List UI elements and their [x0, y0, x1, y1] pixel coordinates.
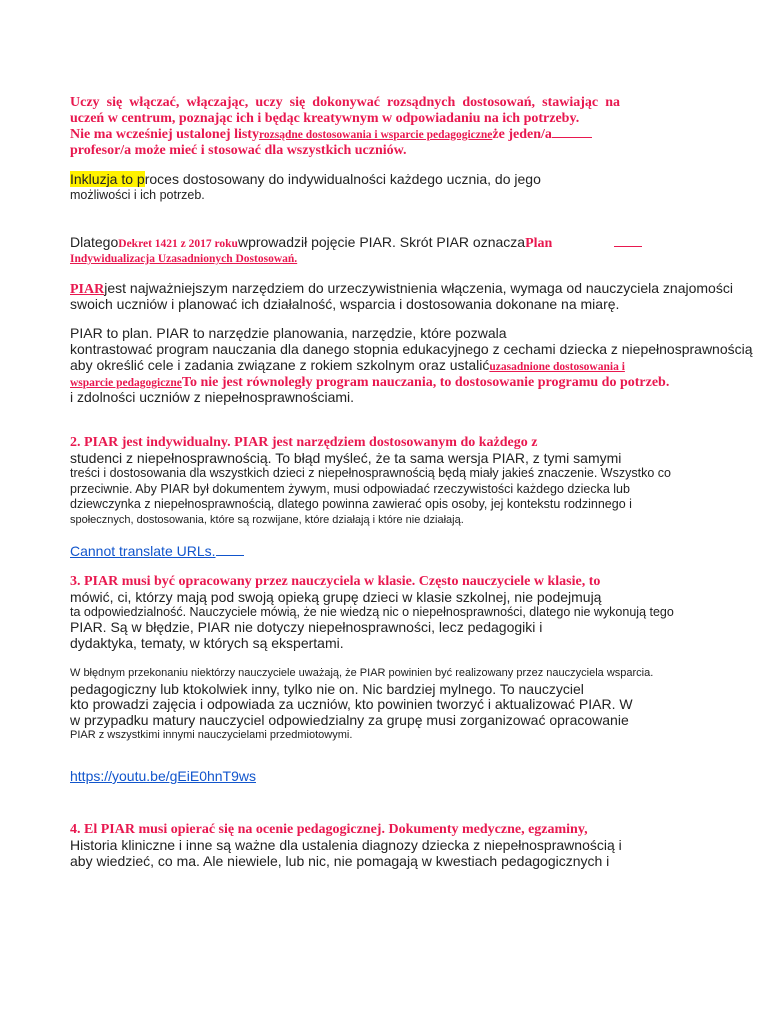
belief-line-3: kto prowadzi zajęcia i odpowiada za uczniów, kto powinien tworzyć i aktualizować PIAR. W [70, 696, 633, 712]
point3-line-2: ta odpowiedzialność. Nauczyciele mówią, że nie wiedzą nic o niepełnosprawności, dlatego nie wykonują tego [70, 605, 674, 619]
belief-line-5: PIAR z wszystkimi innymi nauczycielami przedmiotowymi. [70, 729, 353, 741]
link-cannot-translate[interactable] [70, 543, 244, 560]
decree-plan: Plan [525, 236, 553, 251]
inclusion-line-1-rest: roces dostosowany do indywidualności każdego ucznia, do jego [144, 171, 541, 187]
piar-def-line-2: swoich uczniów i planować ich działalność, wsparcia i dostosowania dokonane na miarę. [70, 296, 620, 312]
belief-line-4: w przypadku matury nauczyciel odpowiedzialny za grupę musi zorganizować opracowanie [70, 712, 629, 728]
point2-line-2: treści i dostosowania dla wszystkich dzieci z niepełnosprawnością będą miały jakieś znaczenie. Wszystko co [70, 466, 671, 480]
plan-line-3b: uzasadnione dostosowania i [489, 361, 625, 373]
intro-line-2: uczeń w centrum, poznając ich i będąc kreatywnym w odpowiadaniu na ich potrzeby. [70, 111, 580, 126]
plan-line-5: i zdolności uczniów z niepełnosprawnościami. [70, 389, 355, 405]
intro-line-3b: rozsądne dostosowania i wsparcie pedagogiczne [258, 129, 493, 141]
inclusion-line-2: możliwości i ich potrzeb. [70, 188, 205, 202]
plan-line-1: PIAR to plan. PIAR to narzędzie planowania, narzędzie, które pozwala [70, 325, 507, 341]
link-cannot-translate-text[interactable]: Cannot translate URLs. [70, 543, 216, 559]
intro-line-1-text: Uczy się włączać, włączając, uczy się dokonywać rozsądnych dostosowań, stawiając na [70, 95, 620, 110]
point2-line-5: społecznych, dostosowania, które są rozwijane, które działają i które nie działają. [70, 514, 464, 526]
plan-line-4b: To nie jest równoległy program nauczania, to dostosowanie programu do potrzeb. [181, 375, 670, 390]
plan-line-2: kontrastować program nauczania dla danego stopnia edukacyjnego z cechami dziecka z niepełnosprawnością [70, 341, 753, 357]
point3-line-4: dydaktyka, tematy, w których są ekspertami. [70, 635, 344, 651]
intro-line-3c: że jeden/a [492, 127, 552, 142]
inclusion-line-1 [70, 171, 541, 188]
decree-line-2: Indywidualizacja Uzasadnionych Dostosowań. [70, 253, 298, 265]
belief-line-1: W błędnym przekonaniu niektórzy nauczyciele uważają, że PIAR powinien być realizowany przez nauczyciela wsparcia. [70, 667, 654, 679]
intro-line-4: profesor/a może mieć i stosować dla wszystkich uczniów. [70, 143, 407, 158]
point3-line-1: mówić, ci, którzy mają pod swoją opieką grupę dzieci w klasie szkolnej, nie podejmują [70, 589, 602, 605]
point3-line-3: PIAR. Są w błędzie, PIAR nie dotyczy niepełnosprawności, lecz pedagogiki i [70, 619, 543, 635]
youtube-link[interactable] [70, 768, 256, 785]
decree-middle: wprowadził pojęcie PIAR. Skrót PIAR oznacza [237, 234, 526, 250]
blank-underline [614, 235, 642, 247]
point4-heading: 4. El PIAR musi opierać się na ocenie pedagogicznej. Dokumenty medyczne, egzaminy, [70, 822, 588, 837]
point2-heading: 2. PIAR jest indywidualny. PIAR jest narzędziem dostosowanym do każdego z [70, 435, 538, 450]
point4-line-1: Historia kliniczne i inne są ważne dla ustalenia diagnozy dziecka z niepełnosprawnością i [70, 837, 622, 853]
point2-line-4: dziewczynka z niepełnosprawnością, dlatego powinna zawierać opis osoby, jej kontekstu rodzinnego i [70, 497, 632, 511]
youtube-link-text[interactable]: https://youtu.be/gEiE0hnT9ws [70, 768, 256, 784]
decree-name: Dekret 1421 z 2017 roku [118, 238, 238, 250]
plan-line-3a: aby określić cele i zadania związane z rokiem szkolnym oraz ustalić [70, 357, 490, 373]
blank-underline [552, 126, 592, 138]
intro-line-1 [70, 94, 620, 111]
decree-prefix: Dlatego [70, 234, 119, 250]
inclusion-highlight: Inkluzja to p [70, 171, 145, 187]
plan-line-4a: wsparcie pedagogiczne [70, 377, 182, 389]
intro-line-3a: Nie ma wcześniej ustalonej listy [70, 127, 259, 142]
point3-heading: 3. PIAR musi być opracowany przez nauczyciela w klasie. Często nauczyciele w klasie, to [70, 574, 601, 589]
belief-line-2: pedagogiczny lub ktokolwiek inny, tylko nie on. Nic bardziej mylnego. To nauczyciel [70, 681, 584, 697]
piar-def-line-1-rest: jest najważniejszym narzędziem do urzeczywistnienia włączenia, wymaga od nauczyciela znajomości [104, 280, 733, 296]
piar-term: PIAR [70, 282, 105, 297]
point2-line-1: studenci z niepełnosprawnością. To błąd myśleć, że ta sama wersja PIAR, z tymi samymi [70, 450, 622, 466]
point4-line-2: aby wiedzieć, co ma. Ale niewiele, lub nic, nie pomagają w kwestiach pedagogicznych i [70, 853, 610, 869]
point2-line-3: przeciwnie. Aby PIAR był dokumentem żywym, musi odpowiadać rzeczywistości każdego dziecka lub [70, 482, 630, 496]
